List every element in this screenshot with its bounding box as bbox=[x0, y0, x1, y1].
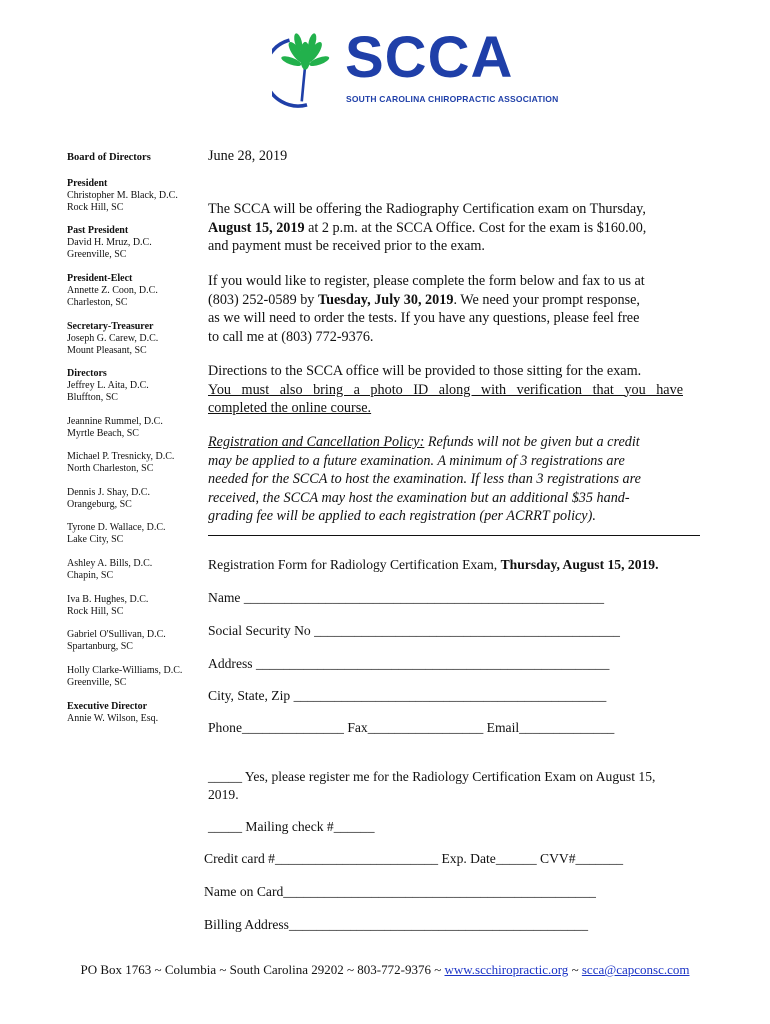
logo-subtitle: SOUTH CAROLINA CHIROPRACTIC ASSOCIATION bbox=[346, 94, 559, 104]
ssn-field[interactable]: Social Security No _____________________________________________ bbox=[208, 623, 620, 638]
board-member bbox=[67, 451, 174, 475]
board-member bbox=[67, 273, 158, 309]
website-link[interactable]: www.scchiropractic.org bbox=[444, 962, 569, 977]
email-link[interactable]: scca@capconsc.com bbox=[581, 962, 690, 977]
mailing-check-field[interactable]: _____ Mailing check #______ bbox=[208, 819, 375, 834]
exam-date-bold: August 15, 2019 bbox=[208, 219, 305, 236]
member-city: Lake City, SC bbox=[67, 534, 124, 545]
text-line: . We need your prompt response, bbox=[453, 291, 640, 308]
member-name: Ashley A. Bills, D.C. bbox=[67, 558, 153, 569]
policy-paragraph bbox=[208, 433, 683, 526]
member-role: President bbox=[67, 178, 108, 189]
member-city: Bluffton, SC bbox=[67, 392, 118, 403]
text-line: If you would like to register, please complete the form below and fax to us at bbox=[208, 273, 645, 289]
footer-separator: ~ bbox=[568, 962, 582, 977]
city-state-zip-field[interactable]: City, State, Zip ______________________________________________ bbox=[208, 688, 607, 703]
name-on-card-field[interactable]: Name on Card______________________________________________ bbox=[204, 884, 596, 899]
paragraph-register bbox=[208, 272, 683, 346]
policy-label: Registration and Cancellation Policy: bbox=[208, 434, 425, 450]
board-member bbox=[67, 487, 150, 511]
member-name: Annette Z. Coon, D.C. bbox=[67, 285, 158, 296]
text-line: (803) 252-0589 by bbox=[208, 291, 318, 308]
divider bbox=[208, 535, 700, 536]
board-member bbox=[67, 178, 178, 214]
board-member bbox=[67, 558, 152, 582]
footer-address: PO Box 1763 ~ Columbia ~ South Carolina 29202 ~ 803-772-9376 ~ bbox=[80, 962, 445, 977]
member-name: Annie W. Wilson, Esq. bbox=[67, 713, 159, 724]
text-line: to call me at (803) 772-9376. bbox=[208, 328, 374, 345]
text-line: Refunds will not be given but a credit bbox=[424, 434, 640, 450]
member-role: President-Elect bbox=[67, 273, 133, 284]
member-city: Myrtle Beach, SC bbox=[67, 428, 139, 439]
member-name: Joseph G. Carew, D.C. bbox=[67, 333, 159, 344]
member-name: Michael P. Tresnicky, D.C. bbox=[67, 451, 175, 462]
letter-date: June 28, 2019 bbox=[208, 148, 288, 164]
billing-address-field[interactable]: Billing Address____________________________________________ bbox=[204, 917, 589, 932]
text-line: at 2 p.m. at the SCCA Office. Cost for the exam is $160.00, bbox=[304, 219, 647, 236]
paragraph-exam-info bbox=[208, 200, 683, 256]
board-member bbox=[67, 665, 182, 689]
text-line: Directions to the SCCA office will be provided to those sitting for the exam. bbox=[208, 363, 642, 379]
member-name: Holly Clarke-Williams, D.C. bbox=[67, 665, 183, 676]
board-title: Board of Directors bbox=[67, 152, 151, 163]
member-name: Christopher M. Black, D.C. bbox=[67, 190, 178, 201]
board-member bbox=[67, 321, 158, 357]
logo-wordmark: SCCA bbox=[345, 25, 514, 90]
text-line: may be applied to a future examination. A minimum of 3 registrations are bbox=[208, 452, 625, 469]
underlined-line: You must also bring a photo ID along with verification that you have bbox=[208, 381, 683, 398]
form-heading-date: Thursday, August 15, 2019. bbox=[500, 557, 659, 572]
board-member bbox=[67, 416, 163, 440]
deadline-bold: Tuesday, July 30, 2019 bbox=[317, 291, 454, 308]
member-name: Dennis J. Shay, D.C. bbox=[67, 487, 150, 498]
paragraph-directions bbox=[208, 362, 683, 418]
member-role: Past President bbox=[67, 225, 129, 236]
member-city: Spartanburg, SC bbox=[67, 641, 133, 652]
member-city: Rock Hill, SC bbox=[67, 202, 124, 213]
register-text-cont: 2019. bbox=[208, 787, 239, 802]
text-line: The SCCA will be offering the Radiography Certification exam on Thursday, bbox=[208, 201, 646, 217]
register-checkbox[interactable]: _____ Yes, please register me for the Radiology Certification Exam on August 15, bbox=[208, 769, 656, 784]
address-field[interactable]: Address ____________________________________________________ bbox=[208, 656, 610, 671]
text-line: and payment must be received prior to the exam. bbox=[208, 238, 485, 254]
member-city: Mount Pleasant, SC bbox=[67, 345, 147, 356]
board-member bbox=[67, 225, 152, 261]
member-city: Chapin, SC bbox=[67, 570, 114, 581]
member-city: Charleston, SC bbox=[67, 297, 128, 308]
member-city: North Charleston, SC bbox=[67, 463, 154, 474]
member-name: Jeffrey L. Aita, D.C. bbox=[67, 380, 149, 391]
member-role: Executive Director bbox=[67, 701, 148, 712]
board-member bbox=[67, 522, 166, 546]
board-member bbox=[67, 701, 158, 725]
board-member bbox=[67, 594, 148, 618]
member-name: Gabriel O'Sullivan, D.C. bbox=[67, 629, 166, 640]
form-heading bbox=[208, 557, 658, 573]
text-line: as we will need to order the tests. If you have any questions, please feel free bbox=[208, 310, 640, 326]
form-heading-text: Registration Form for Radiology Certification Exam, bbox=[208, 557, 501, 572]
underlined-line: completed the online course. bbox=[208, 400, 372, 416]
member-city: Greenville, SC bbox=[67, 677, 127, 688]
member-city: Greenville, SC bbox=[67, 249, 127, 260]
member-name: Iva B. Hughes, D.C. bbox=[67, 594, 149, 605]
board-member bbox=[67, 629, 166, 653]
credit-card-field[interactable]: Credit card #________________________ Exp. Date______ CVV#_______ bbox=[204, 851, 624, 866]
member-role: Directors bbox=[67, 368, 107, 379]
member-name: Tyrone D. Wallace, D.C. bbox=[67, 522, 166, 533]
member-name: Jeannine Rummel, D.C. bbox=[67, 416, 163, 427]
phone-fax-email-field[interactable]: Phone_______________ Fax_________________ Email______________ bbox=[208, 720, 615, 735]
text-line: needed for the SCCA to host the examination. If less than 3 registrations are bbox=[208, 471, 641, 487]
scca-logo-palm-icon bbox=[272, 28, 342, 110]
footer bbox=[0, 962, 770, 978]
text-line: received, the SCCA may host the examination but an additional $35 hand- bbox=[208, 489, 630, 506]
member-name: David H. Mruz, D.C. bbox=[67, 237, 152, 248]
member-city: Rock Hill, SC bbox=[67, 606, 124, 617]
member-city: Orangeburg, SC bbox=[67, 499, 132, 510]
text-line: grading fee will be applied to each registration (per ACRRT policy). bbox=[208, 508, 596, 524]
board-member bbox=[67, 368, 149, 404]
name-field[interactable]: Name _____________________________________________________ bbox=[208, 590, 605, 605]
member-role: Secretary-Treasurer bbox=[67, 321, 154, 332]
